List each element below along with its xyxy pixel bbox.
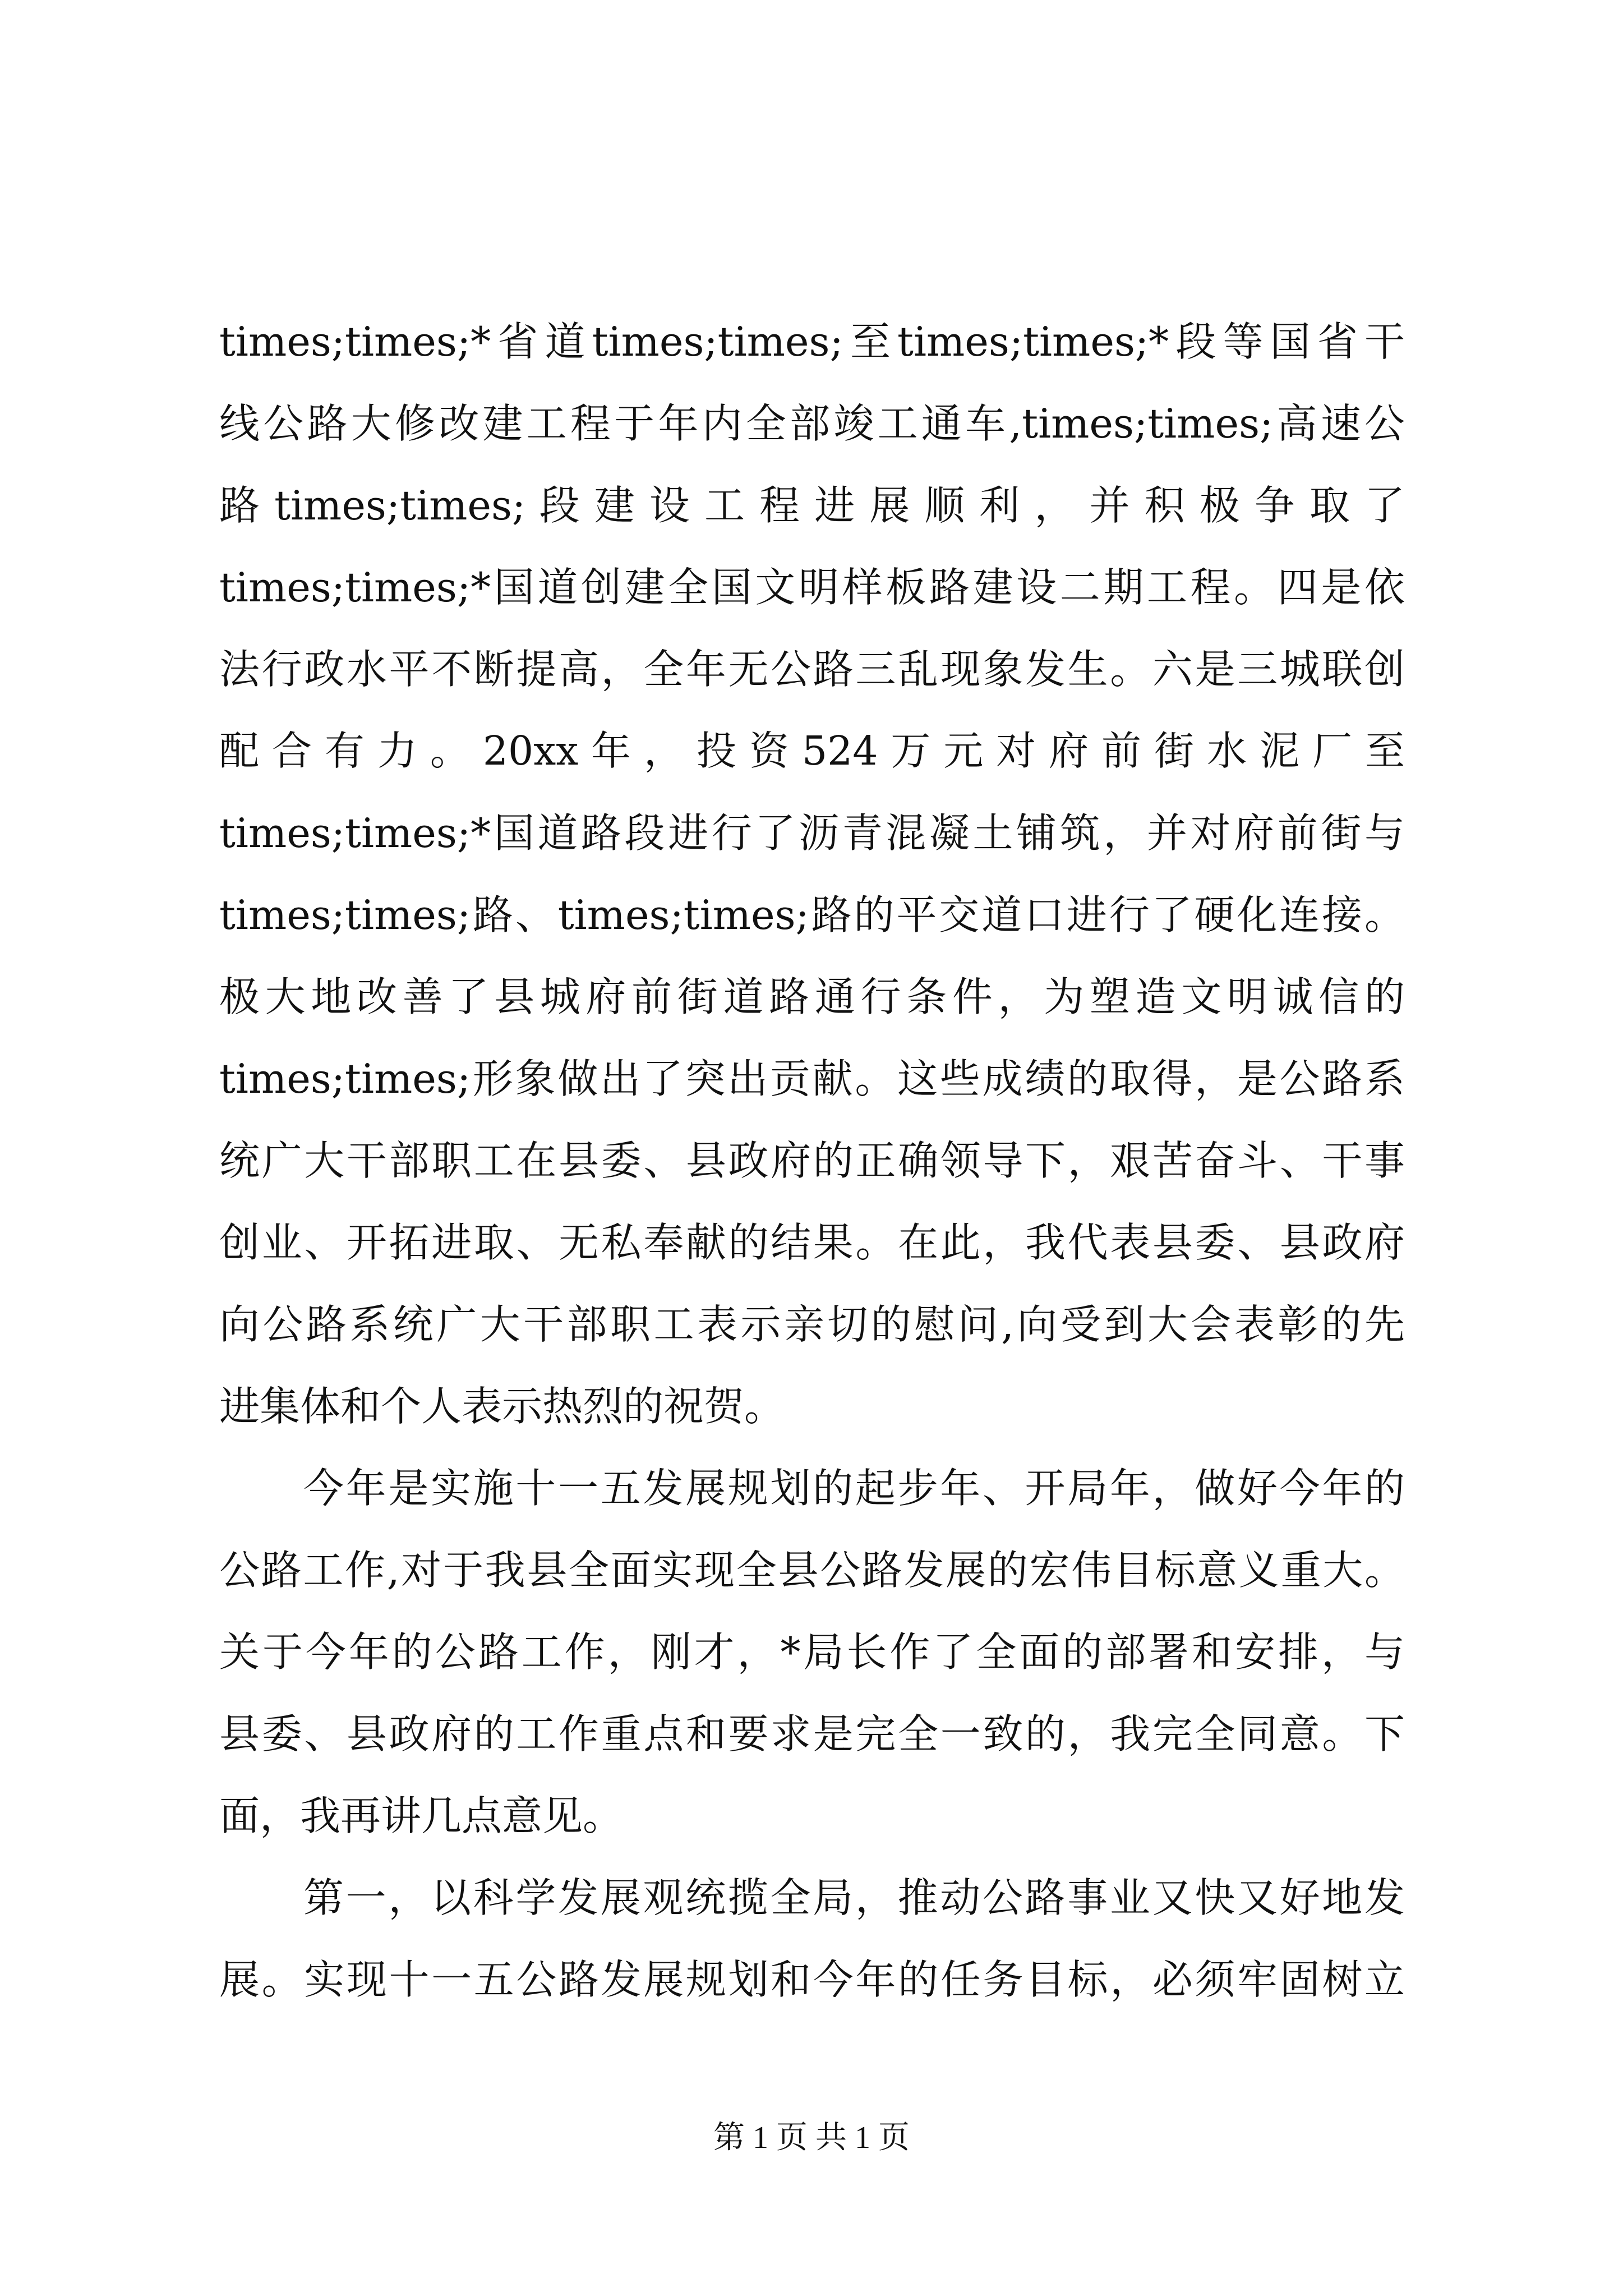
text-line: times;times;*国道路段进行了沥青混凝土铺筑，并对府前街与 (219, 809, 1405, 857)
text-line: 县委、县政府的工作重点和要求是完全一致的，我完全同意。下 (219, 1710, 1405, 1757)
text-line: 统广大干部职工在县委、县政府的正确领导下，艰苦奋斗、干事 (219, 1137, 1405, 1184)
text-line: 公路工作,对于我县全面实现全县公路发展的宏伟目标意义重大。 (219, 1547, 1405, 1594)
text-line: times;times;*省道times;times;至times;times;*段等国省干 (219, 318, 1405, 365)
text-line: 创业、开拓进取、无私奉献的结果。在此，我代表县委、县政府 (219, 1219, 1405, 1266)
text-line: 进集体和个人表示热烈的祝贺。 (219, 1383, 785, 1430)
page-footer: 第 1 页 共 1 页 (713, 2120, 910, 2155)
text-line: 向公路系统广大干部职工表示亲切的慰问,向受到大会表彰的先 (219, 1301, 1405, 1348)
paragraph (219, 301, 1405, 1447)
paragraph (219, 1857, 1405, 2021)
text-line: 关于今年的公路工作，刚才，*局长作了全面的部署和安排，与 (219, 1628, 1405, 1676)
text-line: 面，我再讲几点意见。 (219, 1792, 624, 1839)
text-line: 路 times;times; 段 建 设 工 程 进 展 顺 利 ， 并 积 极 争 取 了 (219, 482, 1405, 529)
text-line: 今年是实施十一五发展规划的起步年、开局年，做好今年的 (303, 1465, 1405, 1512)
body-text (219, 301, 1405, 2021)
text-line: times;times;*国道创建全国文明样板路建设二期工程。四是依 (219, 564, 1405, 611)
paragraph (219, 1447, 1405, 1857)
text-line: 法行政水平不断提高，全年无公路三乱现象发生。六是三城联创 (219, 646, 1405, 693)
text-line: 第一，以科学发展观统揽全局，推动公路事业又快又好地发 (303, 1874, 1405, 1921)
text-line: times;times;路、times;times;路的平交道口进行了硬化连接。 (219, 891, 1405, 938)
text-line: times;times;形象做出了突出贡献。这些成绩的取得，是公路系 (219, 1055, 1405, 1102)
text-line: 线公路大修改建工程于年内全部竣工通车,times;times;高速公 (219, 400, 1405, 447)
text-line: 配 合 有 力 。 20xx 年 ， 投 资 524 万 元 对 府 前 街 水 泥 厂 至 (219, 728, 1405, 774)
text-line: 展。实现十一五公路发展规划和今年的任务目标，必须牢固树立 (219, 1956, 1405, 2003)
text-line: 极大地改善了县城府前街道路通行条件，为塑造文明诚信的 (219, 973, 1405, 1020)
